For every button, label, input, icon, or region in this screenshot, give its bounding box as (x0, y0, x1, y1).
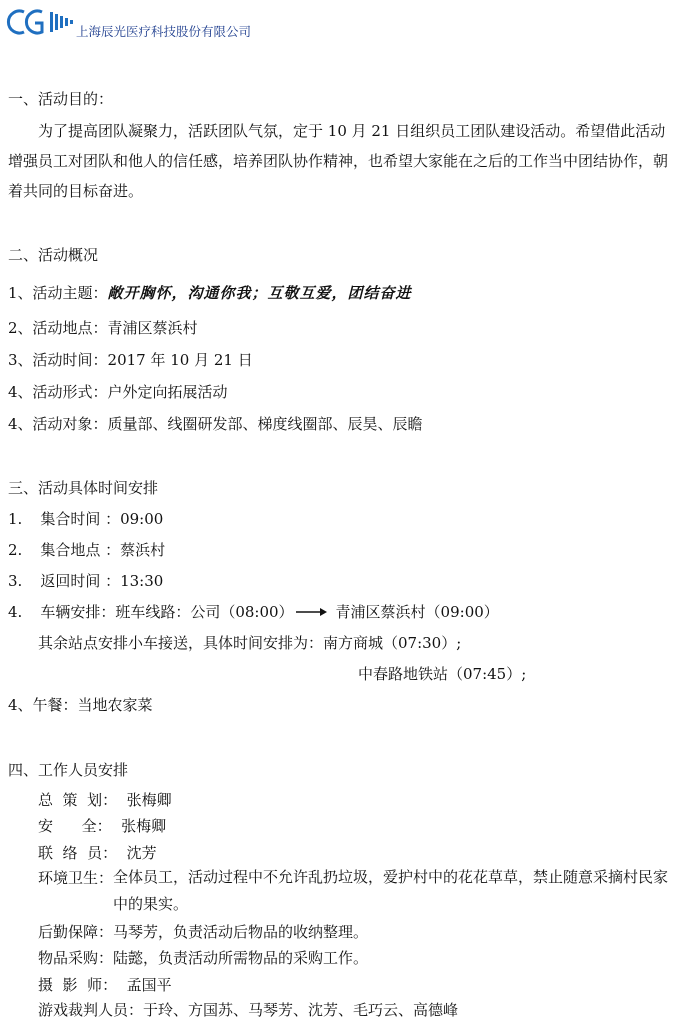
schedule-num: 2. (8, 541, 23, 559)
schedule-text: 集合地点 ：蔡浜村 (40, 541, 166, 559)
schedule-num: 1. (8, 510, 23, 528)
schedule-item (8, 509, 163, 529)
lunch-item: 4、午餐：当地农家菜 (8, 696, 153, 714)
staff-row (38, 790, 172, 810)
company-name: 上海辰光医疗科技股份有限公司 (76, 24, 252, 39)
schedule-item-vehicle (8, 602, 499, 622)
staff-role: 联 络 员： (38, 844, 118, 862)
staff-role: 总 策 划： (38, 791, 118, 809)
staff-row (38, 975, 172, 995)
schedule-text: 返回时间 ：13:30 (40, 572, 164, 590)
overview-label: 4、活动形式： (8, 383, 108, 401)
section4-heading: 四、工作人员安排 (8, 761, 129, 779)
overview-item-format (8, 382, 228, 402)
overview-item-participants (8, 414, 423, 434)
vehicle-route-start: 车辆安排：班车线路：公司（08:00） (40, 603, 294, 621)
vehicle-pickup-line2: 中春路地铁站（07:45）; (358, 665, 527, 683)
overview-theme-value: 敞开胸怀，沟通你我；互敬互爱，团结奋进 (107, 284, 412, 302)
arrow-right-icon (294, 602, 328, 622)
vehicle-route-end: 青浦区蔡浜村（09:00） (335, 603, 499, 621)
staff-role: 安 全： (38, 817, 112, 835)
staff-row (38, 843, 157, 863)
schedule-num: 3. (8, 572, 23, 590)
schedule-item (8, 571, 163, 591)
staff-value-environment (113, 864, 679, 918)
staff-value: 全体员工，活动过程中不允许乱扔垃圾，爱护村中的花花草草，禁止随意采摘村民家中的果实。 (113, 868, 669, 913)
staff-value: 沈芳 (126, 844, 157, 862)
staff-role: 摄 影 师： (38, 976, 118, 994)
staff-row (38, 1000, 458, 1020)
staff-value: 于玲、方国苏、马琴芳、沈芳、毛巧云、高德峰 (143, 1001, 459, 1019)
staff-value: 陆懿，负责活动所需物品的采购工作。 (113, 949, 369, 967)
overview-value: 户外定向拓展活动 (107, 383, 228, 401)
overview-label: 3、活动时间： (8, 351, 108, 369)
section3-heading: 三、活动具体时间安排 (8, 479, 159, 497)
staff-role: 环境卫生： (38, 869, 114, 887)
schedule-num: 4. (8, 603, 23, 621)
staff-row (38, 948, 368, 968)
staff-role: 游戏裁判人员： (38, 1001, 144, 1019)
staff-value: 张梅卿 (126, 791, 172, 809)
overview-value: 质量部、线圈研发部、梯度线圈部、辰昊、辰瞻 (107, 415, 423, 433)
schedule-item (8, 540, 165, 560)
schedule-text: 集合时间 ：09:00 (40, 510, 164, 528)
section1-heading: 一、活动目的： (8, 90, 114, 108)
overview-item-location (8, 318, 198, 338)
staff-value: 孟国平 (126, 976, 172, 994)
section2-heading: 二、活动概况 (8, 246, 99, 264)
staff-role: 物品采购： (38, 949, 114, 967)
staff-row (38, 816, 166, 836)
staff-role: 后勤保障： (38, 923, 114, 941)
overview-label: 4、活动对象： (8, 415, 108, 433)
company-logo (4, 6, 76, 38)
overview-item-theme (8, 283, 412, 303)
staff-row (38, 922, 368, 942)
overview-label: 2、活动地点： (8, 319, 108, 337)
vehicle-pickup-line: 其余站点安排小车接送，具体时间安排为：南方商城（07:30）; (38, 634, 462, 652)
overview-label: 1、活动主题： (8, 284, 108, 302)
overview-item-time (8, 350, 253, 370)
overview-value: 2017 年 10 月 21 日 (107, 351, 253, 369)
staff-value: 张梅卿 (121, 817, 167, 835)
staff-value: 马琴芳，负责活动后物品的收纳整理。 (113, 923, 369, 941)
overview-value: 青浦区蔡浜村 (107, 319, 198, 337)
section1-body: 为了提高团队凝聚力，活跃团队气氛，定于 10 月 21 日组织员工团队建设活动。希望借此活动增强员工对团队和他人的信任感，培养团队协作精神，也希望大家能在之后的工作当中团结协作，朝着共同的目标奋进。 (8, 122, 669, 200)
